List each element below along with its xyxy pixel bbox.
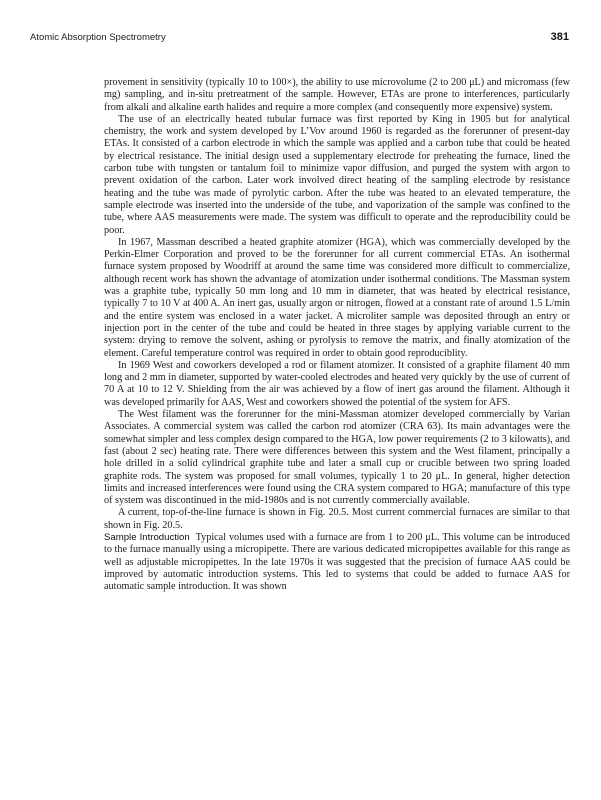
paragraph: A current, top-of-the-line furnace is shown in Fig. 20.5. Most current commercial furnaces are similar to that shown in Fig. 20.5.	[104, 507, 570, 531]
section-heading: Sample Introduction	[104, 531, 190, 543]
paragraph: In 1967, Massman described a heated graphite atomizer (HGA), which was commercially developed by the Perkin-Elmer Corporation and proved to be the forerunner for all current commercial ETAs. An isothermal furnace system proposed by Woodriff at around the same time was considered more difficult to commercialize, although recent work has shown the advantage of atomization under isothermal conditions. The Massman system was a graphite tube, typically 50 mm long and 10 mm in diameter, that was heated by electrical resistance, typically 7 to 10 V at 400 A. An inert gas, usually argon or nitrogen, flowed at a constant rate of around 1.5 L/min and the entire system was enclosed in a water jacket. A microliter sample was deposited through an entry or injection port in the center of the tube and could be heated in three stages by applying variable current to the system: drying to remove the solvent, ashing or pyrolysis to remove the matrix, and finally atomization of the element. Careful temperature control was required in order to obtain good reproduciblity.	[104, 236, 570, 359]
paragraph: The use of an electrically heated tubular furnace was first reported by King in 1905 but for analytical chemistry, the work and system developed by L’Vov around 1960 is regarded as the forerunner of present-day ETAs. It consisted of a carbon electrode in which the sample was applied and a carbon tube that could be heated by electrical resistance. The initial design used a supplementary electrode for preheating the furnace, lined the carbon tube with tungsten or tantalum foil to minimize vapor diffusion, and purged the system with argon to prevent oxidation of the carbon. Later work involved direct heating of the sampling electrode by resistance heating and the tube was made of pyrolytic carbon. After the tube was heated to an elevated temperature, the sample electrode was inserted into the underside of the tube, and vaporization of the sample was confined to the tube, where AAS measurements were made. The system was difficult to operate and the reproducibility could be poor.	[104, 113, 570, 236]
section-paragraph	[104, 532, 570, 593]
paragraph: provement in sensitivity (typically 10 to 100×), the ability to use microvolume (2 to 200 μL) and micromass (few mg) sampling, and in-situ pretreatment of the sample. However, ETAs are prone to interferences, particularly from alkali and alkaline earth halides and require a more complex (and consequently more expensive) system.	[104, 77, 570, 113]
paragraph: The West filament was the forerunner for the mini-Massman atomizer developed commercially by Varian Associates. A commercial system was called the carbon rod atomizer (CRA 63). Its main advantages were the somewhat simpler and less complex design compared to the HGA, low power requirements (2 to 3 kilowatts), and fast (about 2 sec) heating rate. There were differences between this system and the West filament, principally a hole drilled in a solid cylindrical graphite tube and later a small cup or crucible between two spring loaded graphite rods. The system was proposed for small volumes, typically 1 to 20 μL. In general, higher detection limits and increased interferences were found using the CRA system compared to HGA; manufacture of this type of system was discontinued in the mid-1980s and is not currently commercially available.	[104, 409, 570, 507]
paragraph: In 1969 West and coworkers developed a rod or filament atomizer. It consisted of a graphite filament 40 mm long and 2 mm in diameter, supported by water-cooled electrodes and heated very quickly by the use of current of 70 A at 10 to 12 V. Shielding from the air was achieved by a flow of inert gas around the filament. Although it was developed primarily for AAS, West and coworkers showed the potential of the system for AFS.	[104, 359, 570, 408]
section-text: Typical volumes used with a furnace are from 1 to 200 μL. This volume can be introduced to the furnace manually using a micropipette. There are various dedicated micropipettes available for this range as well as adjustable micropipettes. In the late 1970s it was suggested that the precision of furnace AAS could be improved by automatic introduction systems. This led to systems that could be added to furnace AAS for automatic sample introduction. It was shown	[104, 531, 571, 593]
page-number: 381	[550, 31, 569, 43]
body-text	[104, 77, 570, 593]
running-head: Atomic Absorption Spectrometry	[30, 32, 166, 43]
